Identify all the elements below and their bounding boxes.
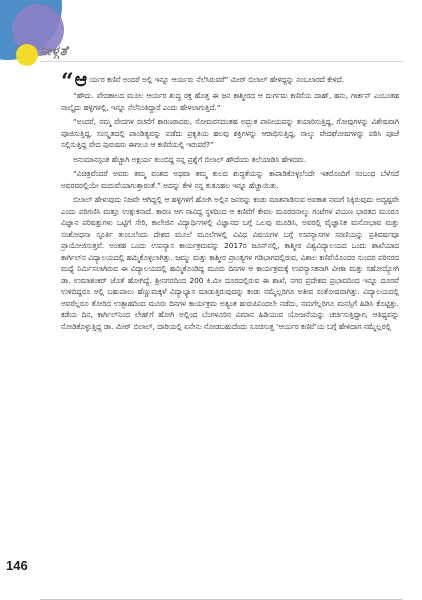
paragraph-text: ರ್ಯರ ಕಣಿವೆ ಅಂದರೆ ಅಲ್ಲಿ ಇನ್ನೂ ಆರ್ಯರು ನೆಲೆಸಿರುವರೆ” ಮೀರ್ ಬಿಲಾಲ್ ಹೇಳಿದ್ದನ್ನು ನಂಬಲಾರದೆ ಕೇಳಿದೆ. bbox=[89, 75, 345, 84]
article-paragraph bbox=[61, 69, 399, 95]
article-paragraph: “ವಿಚಿತ್ರವೆಂದರೆ ಅವರು ತಮ್ಮ ವಂಶದ ಅಥವಾ ತಮ್ಮ ಕುಲದ ಶುದ್ಧತೆಯನ್ನು ಕಾಪಾಡಿಕೊಳ್ಳಲೆಂದೇ ಇತರೊಂದಿಗೆ ಸಂಬಂಧ ಬೆಳೆಸದೆ ಅವರವರಲ್ಲಿಯೇ ಮದುವೆಯಾಗುತ್ತಾರಂತೆ.” ಅದನ್ನು ಕೇಳಿ ನನ್ನ ಕುತೂಹಲ ಇನ್ನೂ ಹೆಚ್ಚಾಯಿತು. bbox=[61, 169, 399, 190]
article-paragraph: ಅನುಮಾನಸ್ಪಂತ ಹೆಚ್ಚಾಗಿ ಅಕ್ಷರ್ಯ ತುಂಬಿದ್ದ ನನ್ನ ಪ್ರಶ್ನೆಗೆ ಬಿಲಾಲ್ ಹೌದೆಂದು ತಲೆಯಾಡಿಸಿ ಹೇಳಿದರು. bbox=[73, 154, 307, 164]
section-title: ನೀಳ್ಗತೆ bbox=[40, 44, 68, 59]
decorative-yellow-circle bbox=[16, 44, 38, 66]
article-paragraph: “ಅಂದರೆ, ನಮ್ಮ ವೇದಗಳ ರಚನೆಗೆ ಕಾರಣರಾದರು, ಸೋಮರಸದಂತಹ ಅದ್ಭುತ ಪಾನೀಯವನ್ನು ತಯಾರಿಸುತ್ತಿದ್ದ, ಗೋವುಗಳನ್ನು ವಿಶೇಷವಾಗಿ ಪೂಜಿಸುತ್ತಿದ್ದ, ಸಂಸ್ಕೃತದಲ್ಲಿ ಪಾಂಡಿತ್ಯವನ್ನು ಪಡೆದು ಪ್ರಕೃತಿಯ ಹಲವು ಶಕ್ತಿಗಳನ್ನು ಆರಾಧಿಸುತ್ತಿದ್ದ, ನಾಲ್ಕು ವೇದಘೋಷಗಳನ್ನು ಪಠಿಸಿ ಪೂಜೆ ಸಲ್ಲಿಸುತ್ತಿದ್ದ ವೇದ ಪುರುಷರು ಈಗಲೂ ಆ ಕಣಿವೆಯಲ್ಲಿ ಇರುವರೆ?” bbox=[61, 117, 399, 149]
page-number: 146 bbox=[6, 558, 28, 573]
article-paragraph: ಬಿಲಾಲ್ ಹೇಳುವುದು ನಿಜವೇ ಆಗಿದ್ದಲ್ಲಿ ಆ ಹಳ್ಳಿಗಳಿಗೆ ಹೋಗಿ ಅಲ್ಲಿನ ಜನರನ್ನು ಕಂಡು ಮಾತನಾಡಿಸುವ ಅವಕಾಶ ನಮಗೆ ಸಿಕ್ಕಿರುವುದು ಅದೃಷ್ಟವೇ ಎಂದು ಪರಿಗಣಿಸಿ ಮತ್ತೂ ಉತ್ಸುಕನಾದೆ. ಕಾರಣ ಆಗ ನಾವಿದ್ದ ಸ್ಥಳದಿಂದ ಆ ಕಣಿವೆಗೆ ಕೇವಲ ಮೂರರನಾಲ್ಕು ಗಂಟೆಗಳ ಪಯಣ ಭಾರತದ ಮೂರೂ ವಿಜ್ಞಾನ ಪರಿಷತ್ತುಗಳು ಒಟ್ಟಿಗೆ ಸೇರಿ, ಕಾಲೇಜಿನ ವಿದ್ಯಾರ್ಥಿಗಳಲ್ಲಿ ವಿಜ್ಞಾನದ ಬಗ್ಗೆ ಒಲವು ಮೂಡಿಸಿ, ಅವರಲ್ಲಿ ವೈಜ್ಞಾನಿಕ ಮನೋಭಾವ ಮತ್ತು ಸಂಶೋಧನಾ ಸ್ಫೂರ್ತಿ ತುಂಬಲೆಂದು ದೇಶದ ಮೂಲೆ ಮೂಲೆಗಳಲ್ಲಿ ವಿವಿಧ ವಿಷಯಗಳ ಬಗ್ಗೆ ಉಪನ್ಯಾಸಗಳ ಸರಣಿಯನ್ನು ಪ್ರತಿವರ್ಷವೂ ಪ್ರಾಯೋಜಿಸುತ್ತವೆ. ಅಂತಹ ಒಂದು ಉಪನ್ಯಾಸ ಕಾರ್ಯಕ್ರಮವನ್ನು 2017ರ ಜೂನ್‌ನಲ್ಲಿ, ಕಾಶ್ಮೀರ ವಿಶ್ವವಿದ್ಯಾಲಯದ ಒಂದು ಶಾಖೆಯಾದ ಕಾರ್ಗಿಲ್‌ನ ವಿದ್ಯಾಲಯದಲ್ಲಿ ಹಮ್ಮಿಕೊಳ್ಳಲಾಗಿತ್ತು. ಜಮ್ಮು ಮತ್ತು ಕಾಶ್ಮೀರ ಪ್ರಾಂತ್ಯಗಳ ಗಡಿಭಾಗದಲ್ಲಿರುವ, ವಿಶಾಲ ಕಣಿವೆಯೊಂದರ ಸುಂದರ ಪರಿಸರದ ಮಧ್ಯೆ ನಿರ್ಮಿಸಲಾಗಿರುವ ಈ ವಿದ್ಯಾಲಯದಲ್ಲಿ ಹಮ್ಮಿಕೊಂಡಿದ್ದ ಮೂರು ದಿನಗಳ ಆ ಕಾರ್ಯಕ್ರಮಕ್ಕೆ ಉಪನ್ಯಾಸಕನಾಗಿ ವೀಣಾ ಮತ್ತು ಸಹೋದ್ಯೋಗಿ ಡಾ. ಉಮಾಶಂಕರ್ ಜೊತೆ ಹೋಗಿದ್ದೆ. ಶ್ರೀನಗರದಿಂದ 200 ಕಿ.ಮೀ ದೂರದಲ್ಲಿರುವ ಈ ಶಾಖೆ, ನಗರ ಪ್ರದೇಶದ ಪ್ರಭಾವದಿಂದ ಇನ್ನೂ ದೂರವೆ ಉಳಿದಿದ್ದರೂ ಅಲ್ಲಿ ಬಹುಪಾಲು ಹೆಣ್ಣುಮಕ್ಕಳೆ ವಿದ್ಯಾಭ್ಯಾಸ ಮಾಡುತ್ತಿರುವುದನ್ನು ಕಂಡು ನಮ್ಮೆಲ್ಲರಿಗೂ ಅತೀವ ಸಂತೋಷವಾಗಿತ್ತು. ವಿದ್ಯಾಲಯದಲ್ಲಿ ಅವರೆಲ್ಲರೂ ತೋರಿದ ಉತ್ಸಾಹದಿಂದ ಮೂರು ದಿನಗಳ ಕಾರ್ಯಕ್ರಮ ಅತ್ಯಂತ ಹುರುಪಿನಿಂದಲೇ ನಡೆದು, ನಮಗೆಲ್ಲರಿಗೂ ಮನಸ್ಸಿಗೆ ಹಿಡಿಸಿ ಕೊಟ್ಟಿತ್ತು. ಕಡೆಯ ದಿನ, ಕಾರ್ಗಿಲ್‌ನಿಂದ ಲೇಹ್‌ಗೆ ಹೋಗಿ ಅಲ್ಲಿಂದ ಬೆಂಗಳೂರಿನ ವಿಮಾನ ಹಿಡಿಯುವ ಯೋಜನೆಯನ್ನು ಚರ್ಚಿಸುತ್ತಿದ್ದಾಗ, ಆತಿಥ್ಯವನ್ನು ನೋಡಿಕೊಳ್ಳುತ್ತಿದ್ದ ಡಾ. ಮೀರ್ ಬಿಲಾಲ್, ದಾರಿಯಲ್ಲಿ ಏನೇನು ನೋಡಬಹುದೆಂದು ಸೂಚಿಸುತ್ತ ‘ಆರ್ಯರ ಕಣಿವೆ’ಯ ಬಗ್ಗೆ ಹೇಳಿದಾಗ ನಮ್ಮೆಲ್ಲರಲ್ಲಿ bbox=[61, 195, 399, 331]
title-divider bbox=[40, 61, 404, 62]
opening-quote: “ bbox=[61, 69, 74, 95]
drop-cap: ಆ bbox=[74, 69, 88, 91]
article-paragraph: “ಹೌದು. ವೇದಕಾಲದ ಮೂಲ ಆರ್ಯರ ಶುದ್ಧ ರಕ್ತ ಹೊತ್ತ ಈ ಜನ ಕಾಶ್ಮೀರದ ಆ ದುರ್ಗಮ ಕಣಿವೆಯ ದಾಹ್, ಹನು, ಗಾರ್ಕನ್ ಎಂಬಂತಹ ನಾಲ್ಕೈದು ಹಳ್ಳಿಗಳಲ್ಲಿ, ಇನ್ನೂ ನೆಲೆನಿಂತಿದ್ದಾರೆ ಎಂದು ಹೇಳಲಾಗುತ್ತಿದೆ.” bbox=[61, 91, 399, 112]
article-body bbox=[61, 69, 399, 335]
